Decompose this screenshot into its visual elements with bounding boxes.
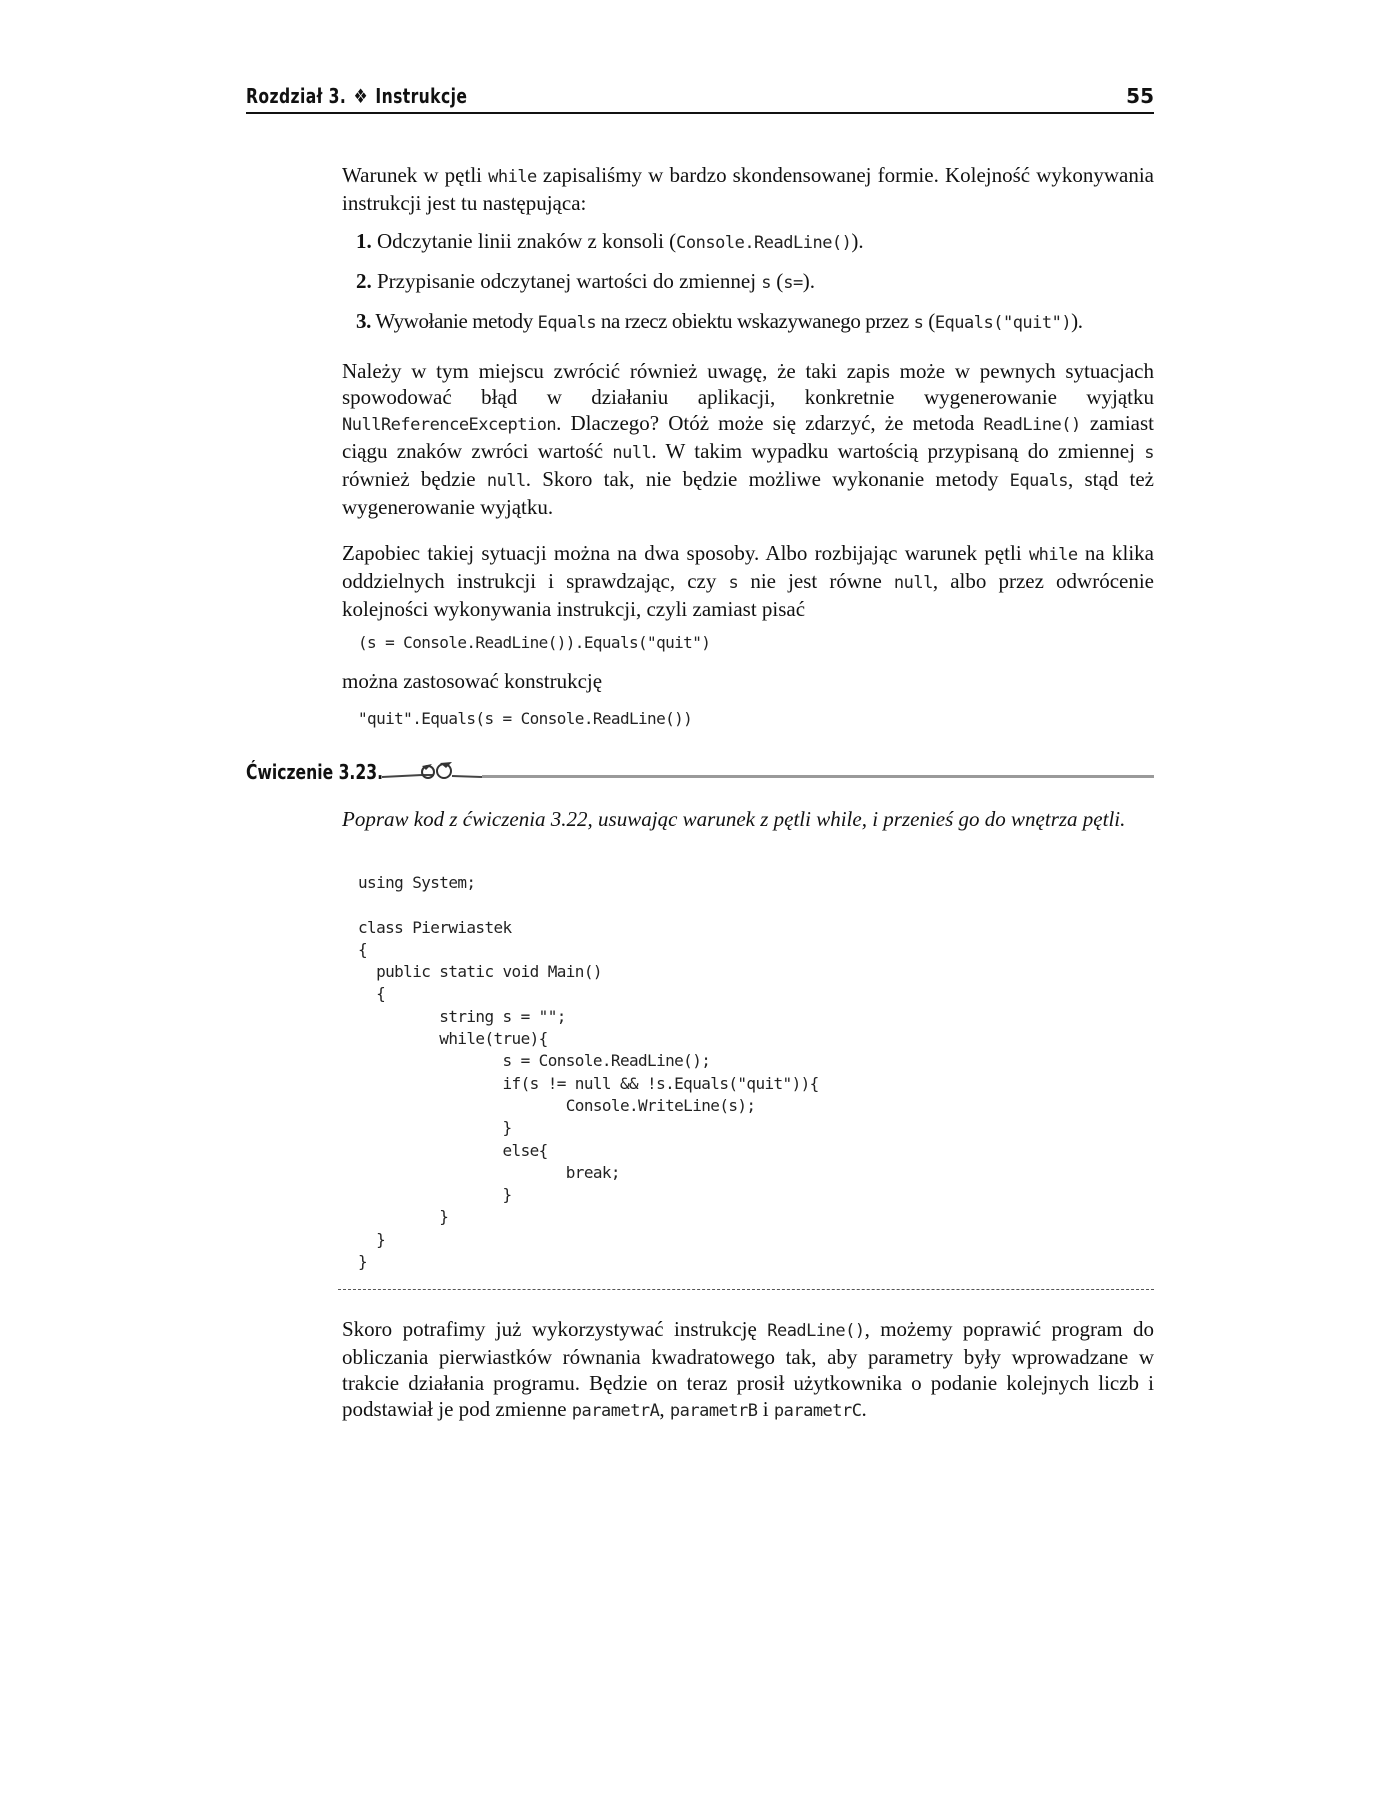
text-run: , albo przez odwrócenie kolejności wykonywania instrukcji, czyli zamiast pisać bbox=[342, 569, 1154, 621]
code-line: Console.WriteLine(s); bbox=[358, 1095, 756, 1115]
diamond-separator-icon: ❖ bbox=[353, 84, 368, 108]
code-example-original: (s = Console.ReadLine()).Equals("quit") bbox=[358, 633, 711, 652]
list-item bbox=[356, 268, 815, 296]
chapter-heading bbox=[246, 84, 467, 108]
exercise-title: Ćwiczenie 3.23. bbox=[246, 760, 383, 784]
inline-code: Equals bbox=[1009, 471, 1069, 491]
exercise-end-rule bbox=[338, 1289, 1154, 1290]
code-line: } bbox=[358, 1252, 368, 1272]
inline-code: s bbox=[728, 573, 739, 593]
page-number: 55 bbox=[1126, 84, 1154, 108]
inline-code: null bbox=[612, 443, 652, 463]
text-run: Skoro potrafimy już wykorzystywać instrukcję bbox=[342, 1317, 768, 1341]
code-line: break; bbox=[358, 1162, 620, 1182]
code-line: } bbox=[358, 1229, 386, 1249]
code-line: } bbox=[358, 1118, 512, 1138]
paragraph-null-reference bbox=[342, 358, 1154, 520]
text-run: . Skoro tak, nie będzie możliwe wykonanie metody bbox=[525, 467, 1010, 491]
inline-code: Equals bbox=[537, 313, 597, 333]
text-run: . W takim wypadku wartością przypisaną do zmiennej bbox=[651, 439, 1145, 463]
text-run: , stąd też wygenerowanie wyjątku. bbox=[342, 467, 1154, 519]
inline-code: ReadLine() bbox=[983, 415, 1081, 435]
code-line: s = Console.ReadLine(); bbox=[358, 1051, 711, 1071]
paragraph-solutions bbox=[342, 540, 1154, 622]
code-line bbox=[358, 894, 819, 916]
text-run: ( bbox=[771, 269, 784, 293]
list-number: 3. bbox=[356, 309, 371, 333]
running-header bbox=[246, 84, 1154, 114]
exercise-task: Popraw kod z ćwiczenia 3.22, usuwając warunek z pętli while, i przenieś go do wnętrza pętli. bbox=[342, 807, 1126, 831]
code-line: if(s != null && !s.Equals("quit")){ bbox=[358, 1073, 819, 1093]
list-number: 2. bbox=[356, 269, 372, 293]
intro-paragraph bbox=[342, 162, 1154, 216]
chapter-title: Instrukcje bbox=[375, 84, 468, 108]
text-run: Wywołanie metody bbox=[370, 309, 538, 333]
inline-code: s= bbox=[783, 273, 803, 293]
text-run: . Dlaczego? Otóż może się zdarzyć, że metoda bbox=[556, 411, 984, 435]
code-line: class Pierwiastek bbox=[358, 917, 512, 937]
text-run: również będzie bbox=[342, 467, 487, 491]
text-run: nie jest równe bbox=[738, 569, 894, 593]
text-run: i bbox=[757, 1397, 774, 1421]
inline-code: while bbox=[488, 167, 537, 187]
inline-code: null bbox=[893, 573, 933, 593]
text-run: Warunek w pętli bbox=[342, 163, 489, 187]
inline-code: s bbox=[913, 313, 924, 333]
text-run: ( bbox=[923, 309, 935, 333]
paragraph-between: można zastosować konstrukcję bbox=[342, 669, 603, 693]
text-run: , możemy poprawić program do obliczania pierwiastków równania kwadratowego tak, aby parametry były wprowadzane w trakcie działania programu. Będzie on teraz prosił użytkownika o podanie kolejnych liczb i podstawiał je pod zmienne bbox=[342, 1317, 1154, 1421]
code-line: using System; bbox=[358, 873, 476, 892]
exercise-rule bbox=[482, 775, 1154, 778]
inline-code: Console.ReadLine() bbox=[676, 233, 852, 253]
code-line: public static void Main() bbox=[358, 962, 602, 982]
inline-code: parametrB bbox=[669, 1401, 758, 1421]
text-run: Przypisanie odczytanej wartości do zmiennej bbox=[371, 269, 762, 293]
list-number: 1. bbox=[356, 229, 372, 253]
text-run: na rzecz obiektu wskazywanego przez bbox=[596, 309, 914, 333]
text-run: Odczytanie linii znaków z konsoli ( bbox=[371, 229, 677, 253]
text-run: ). bbox=[802, 269, 816, 293]
text-run: . bbox=[861, 1397, 867, 1421]
text-run: ). bbox=[851, 229, 864, 253]
code-line: { bbox=[358, 984, 386, 1004]
inline-code: NullReferenceException bbox=[342, 415, 557, 435]
inline-code: ReadLine() bbox=[767, 1321, 865, 1341]
code-line: else{ bbox=[358, 1140, 548, 1160]
code-line: } bbox=[358, 1207, 449, 1227]
inline-code: s bbox=[761, 273, 772, 293]
list-item bbox=[356, 228, 864, 256]
code-line: while(true){ bbox=[358, 1029, 548, 1049]
inline-code: parametrC bbox=[773, 1401, 862, 1421]
code-listing bbox=[358, 872, 819, 1273]
text-run: , bbox=[659, 1397, 670, 1421]
paragraph-readline bbox=[342, 1316, 1154, 1424]
text-run: na klika oddzielnych instrukcji i sprawdzając, czy bbox=[342, 541, 1154, 593]
text-run: zamiast ciągu znaków zwróci wartość bbox=[342, 411, 1154, 463]
text-run: zapisaliśmy w bardzo skondensowanej formie. Kolejność wykonywania instrukcji jest tu następująca: bbox=[342, 163, 1155, 215]
text-run: ). bbox=[1071, 309, 1083, 333]
text-run: Zapobiec takiej sytuacji można na dwa sposoby. Albo rozbijając warunek pętli bbox=[342, 541, 1029, 565]
inline-code: while bbox=[1028, 545, 1078, 565]
code-line: string s = ""; bbox=[358, 1006, 566, 1026]
inline-code: Equals("quit") bbox=[934, 313, 1072, 333]
code-line: } bbox=[358, 1185, 512, 1205]
code-example-improved: "quit".Equals(s = Console.ReadLine()) bbox=[358, 709, 693, 728]
inline-code: null bbox=[486, 471, 526, 491]
pencil-ornament-icon bbox=[382, 760, 486, 782]
inline-code: parametrA bbox=[571, 1401, 660, 1421]
code-line: { bbox=[358, 939, 368, 959]
chapter-number: Rozdział 3. bbox=[246, 84, 347, 108]
inline-code: s bbox=[1144, 443, 1155, 463]
list-item bbox=[356, 308, 1083, 336]
text-run: Należy w tym miejscu zwrócić również uwagę, że taki zapis może w pewnych sytuacjach spowodować błąd w działaniu aplikacji, konkretnie wygenerowanie wyjątku bbox=[342, 359, 1154, 409]
